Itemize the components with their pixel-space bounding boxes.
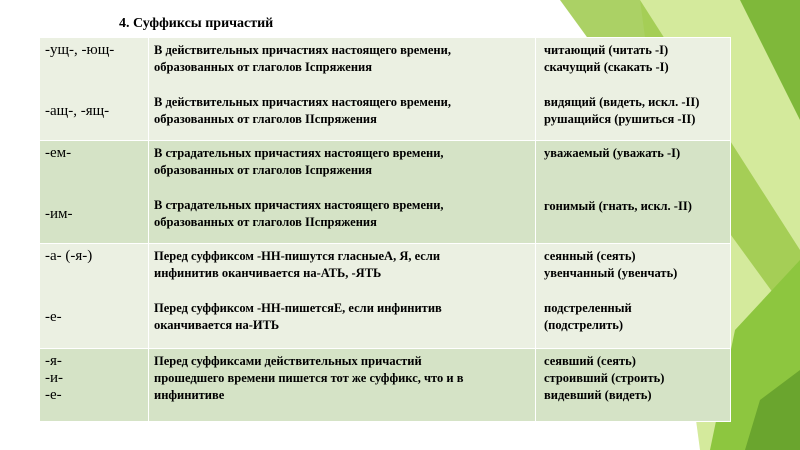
example-cell [536, 38, 731, 141]
suffix-text: -е- [45, 387, 62, 403]
rule-cell [149, 349, 536, 422]
suffix-text: -ущ-, -ющ- [45, 42, 115, 58]
example-text: видящий (видеть, искл. -II) [544, 95, 700, 109]
example-text: видевший (видеть) [544, 388, 652, 402]
suffix-cell [40, 349, 149, 422]
suffix-cell [40, 141, 149, 244]
suffix-table [39, 37, 731, 422]
example-text: строивший (строить) [544, 371, 665, 385]
suffix-text: -им- [45, 206, 73, 222]
suffix-text: -а- (-я-) [45, 248, 93, 264]
rule-text: образованных от глаголов Iспряжения [154, 163, 373, 177]
table-row [40, 38, 731, 141]
suffix-text: -я- [45, 353, 62, 369]
example-text: рушащийся (рушиться -II) [544, 112, 696, 126]
example-text: подстреленный [544, 301, 632, 315]
example-text: уважаемый (уважать -I) [544, 146, 681, 160]
suffix-text: -ащ-, -ящ- [45, 103, 110, 119]
rule-text: Перед суффиксами действительных причастий [154, 354, 422, 368]
rule-text: инфинитиве [154, 388, 225, 402]
table-row [40, 141, 731, 244]
rule-text: инфинитив оканчивается на-АТЬ, -ЯТЬ [154, 266, 382, 280]
rule-text: В страдательных причастиях настоящего времени, [154, 198, 444, 212]
example-text: гонимый (гнать, искл. -II) [544, 199, 692, 213]
rule-text: образованных от глаголов IIспряжения [154, 215, 377, 229]
example-text: сеявший (сеять) [544, 354, 636, 368]
rule-text: образованных от глаголов Iспряжения [154, 60, 373, 74]
example-text: скачущий (скакать -I) [544, 60, 669, 74]
page-title: 4. Суффиксы причастий [119, 16, 274, 31]
rule-text: прошедшего времени пишется тот же суффикс, что и в [154, 371, 464, 385]
example-text: читающий (читать -I) [544, 43, 669, 57]
suffix-text: -и- [45, 370, 64, 386]
rule-text: образованных от глаголов IIспряжения [154, 112, 377, 126]
rule-text: Перед суффиксом -НН-пишутся гласныеА, Я, если [154, 249, 441, 263]
suffix-cell [40, 38, 149, 141]
example-cell [536, 141, 731, 244]
example-text: сеянный (сеять) [544, 249, 636, 263]
suffix-cell [40, 244, 149, 349]
rule-cell [149, 141, 536, 244]
rule-text: В действительных причастиях настоящего времени, [154, 95, 451, 109]
example-text: увенчанный (увенчать) [544, 266, 678, 280]
example-cell [536, 244, 731, 349]
rule-text: Перед суффиксом -НН-пишетсяЕ, если инфинитив [154, 301, 442, 315]
rule-cell [149, 38, 536, 141]
example-cell [536, 349, 731, 422]
table-row [40, 349, 731, 422]
rule-text: В страдательных причастиях настоящего времени, [154, 146, 444, 160]
rule-text: В действительных причастиях настоящего времени, [154, 43, 451, 57]
table-row [40, 244, 731, 349]
rule-text: оканчивается на-ИТЬ [154, 318, 280, 332]
rule-cell [149, 244, 536, 349]
suffix-text: -е- [45, 309, 62, 325]
suffix-text: -ем- [45, 145, 72, 161]
example-text: (подстрелить) [544, 318, 624, 332]
